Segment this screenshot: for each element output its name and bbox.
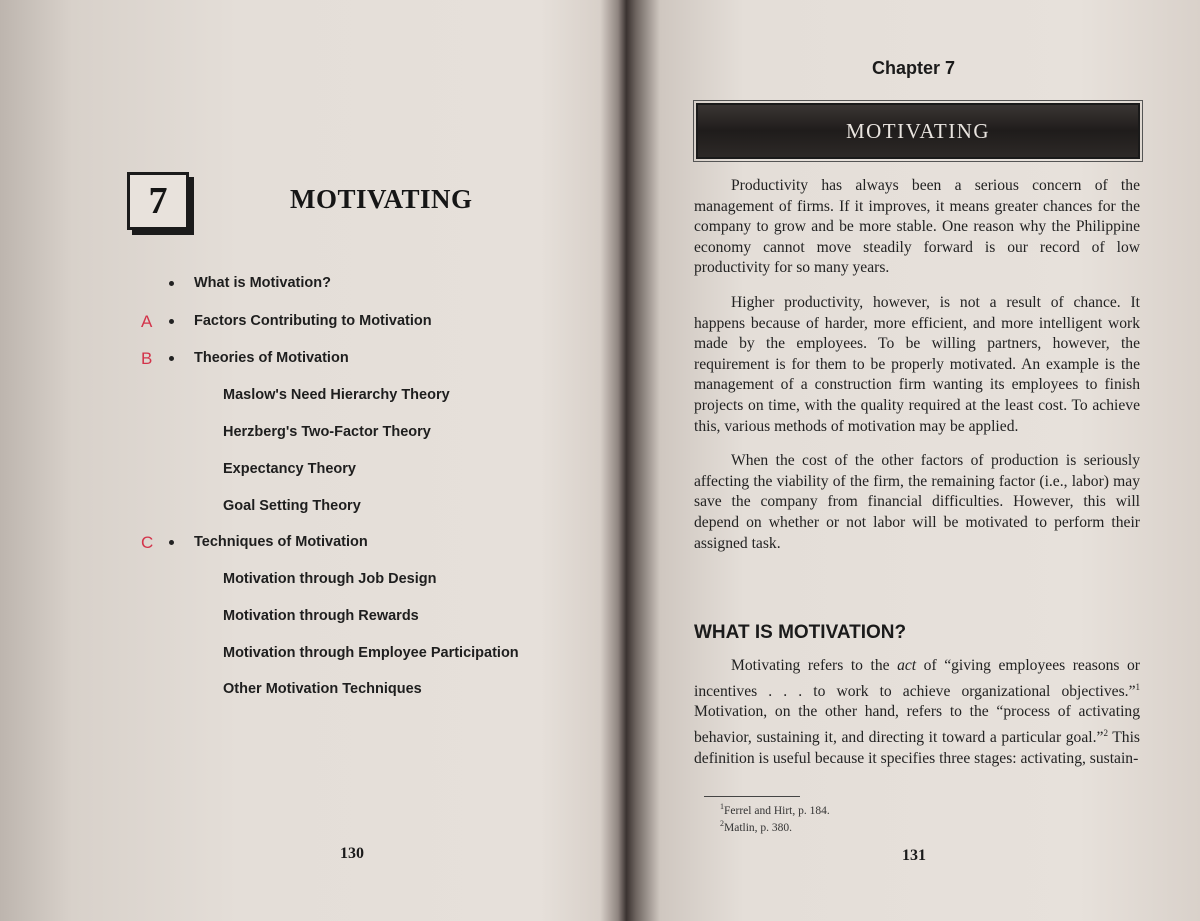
emphasis-text: act: [897, 657, 917, 674]
page-number: 130: [340, 845, 364, 862]
bullet-icon: [169, 281, 174, 286]
footnote-ref: 2: [1103, 727, 1108, 738]
footnote-ref: 1: [1135, 681, 1140, 692]
toc-subitem: Herzberg's Two-Factor Theory: [223, 424, 431, 440]
bullet-icon: [169, 319, 174, 324]
toc-item: Factors Contributing to Motivation: [194, 313, 432, 329]
toc-subitem: Expectancy Theory: [223, 461, 356, 477]
text-run: of “giving employees reasons or incentives . . . to work to achieve organizational objectives.”: [694, 657, 1140, 700]
chapter-number: 7: [148, 180, 168, 222]
text-run: Motivating refers to the: [731, 657, 898, 674]
text-run: This definition is useful because it specifies three stages: activating, sustain-: [694, 729, 1140, 767]
toc-item: What is Motivation?: [194, 275, 331, 291]
intro-text: [694, 176, 1140, 568]
paragraph: When the cost of the other factors of production is seriously affecting the viability of the firm, the remaining factor (i.e., labor) may save the company from financial difficulties. However, this will depend on whether or not labor will be motivated to perform their assigned task.: [694, 452, 1140, 552]
paragraph: Higher productivity, however, is not a result of chance. It happens because of harder, more efficient, and more intelligent work made by the employees. To be willing partners, however, the requirement is for them to be properly motivated. An example is the management of a construction firm wanting its employees to finish projects on time, with the quality required at the least cost. To achieve this, various methods of motivation may be applied.: [694, 293, 1140, 435]
chapter-banner: [696, 103, 1140, 159]
chapter-title: MOTIVATING: [290, 184, 473, 214]
banner-title: MOTIVATING: [845, 118, 991, 143]
paragraph: [694, 656, 1140, 769]
toc-item: Theories of Motivation: [194, 350, 349, 366]
toc-subitem: Maslow's Need Hierarchy Theory: [223, 387, 450, 403]
footnote: [720, 802, 830, 817]
bullet-icon: [169, 540, 174, 545]
handwritten-mark: C: [141, 533, 154, 552]
footnote-text: Matlin, p. 380.: [724, 821, 793, 834]
toc-subitem: Goal Setting Theory: [223, 498, 361, 514]
footnote: [720, 819, 792, 834]
toc-subitem: Motivation through Rewards: [223, 608, 419, 624]
toc-subitem: Other Motivation Techniques: [223, 681, 422, 697]
handwritten-mark: B: [141, 349, 153, 368]
right-page: [628, 0, 1200, 921]
handwritten-mark: A: [141, 312, 153, 331]
footnote-mark: 1: [720, 802, 724, 811]
toc-item: Techniques of Motivation: [194, 534, 368, 550]
footnote-divider: [704, 796, 800, 797]
toc-subitem: Motivation through Job Design: [223, 571, 437, 587]
section-heading: WHAT IS MOTIVATION?: [694, 622, 907, 643]
chapter-label: Chapter 7: [872, 58, 956, 78]
paragraph: Productivity has always been a serious concern of the management of firms. If it improves, it means greater chances for the company to grow and be more stable. One reason why the Philippine economy cannot move steadily forward is our record of low productivity for so many years.: [694, 177, 1140, 277]
section-text: [694, 656, 1140, 783]
toc-subitem: Motivation through Employee Participation: [223, 645, 519, 661]
page-number: 131: [902, 847, 926, 864]
footnote-text: Ferrel and Hirt, p. 184.: [724, 804, 830, 817]
footnote-mark: 2: [720, 819, 724, 828]
chapter-number-box: [127, 172, 189, 230]
bullet-icon: [169, 356, 174, 361]
text-run: Motivation, on the other hand, refers to the “process of activating behavior, sustaining it, and directing it toward a particular goal.”: [694, 703, 1140, 747]
